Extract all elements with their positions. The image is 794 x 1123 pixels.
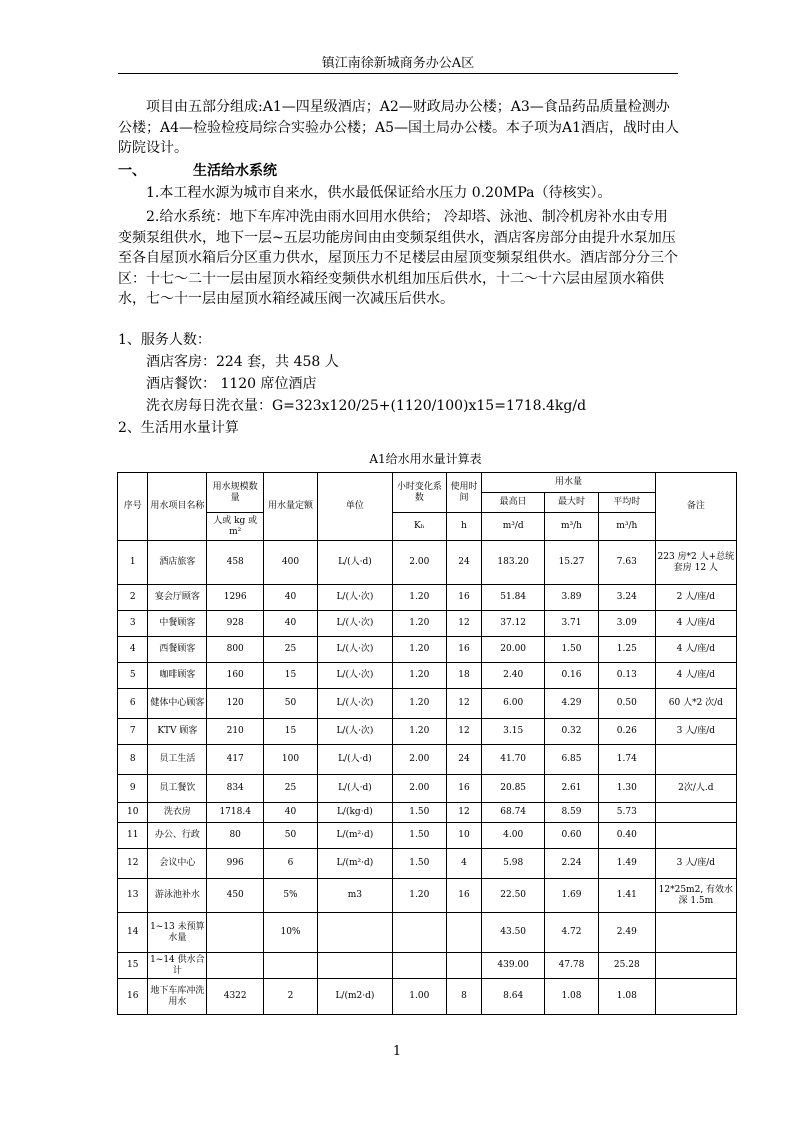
cell-seq: 14 xyxy=(118,913,148,953)
cell-note: 2 人/座/d xyxy=(655,585,736,611)
cell-avg: 0.50 xyxy=(598,689,655,719)
page-header-title: 镇江南徐新城商务办公A区 xyxy=(321,56,475,71)
cell-time: 16 xyxy=(446,879,482,913)
cell-scale: 4322 xyxy=(207,979,264,1015)
header-rule xyxy=(118,73,678,74)
cell-unit: L/(人·d) xyxy=(317,745,392,775)
cell-kh: 2.00 xyxy=(392,541,446,585)
table-row xyxy=(118,745,737,775)
header-scale: 用水规模数量 xyxy=(207,473,264,513)
cell-scale: 834 xyxy=(207,775,264,803)
header-max-hour-unit: m³/h xyxy=(545,513,599,541)
cell-note xyxy=(655,953,736,979)
cell-note: 3 人/座/d xyxy=(655,719,736,745)
cell-quota: 25 xyxy=(264,637,318,663)
service-laundry: 洗衣房每日洗衣量：G=323x120/25+(1120/100)x15=1718.4kg/d xyxy=(146,398,587,414)
cell-name: 1~13 未预算水量 xyxy=(148,913,207,953)
table-caption: A1给水用水量计算表 xyxy=(369,452,482,466)
subheading-water-calc: 2、生活用水量计算 xyxy=(118,420,239,436)
table-row xyxy=(118,849,737,879)
cell-kh: 1.00 xyxy=(392,979,446,1015)
cell-note xyxy=(655,913,736,953)
cell-quota: 15 xyxy=(264,663,318,689)
cell-max-hour: 0.16 xyxy=(545,663,599,689)
header-kh-symbol: Kₕ xyxy=(392,513,446,541)
header-avg: 平均时 xyxy=(598,493,655,513)
cell-max-hour: 2.24 xyxy=(545,849,599,879)
cell-max-day: 4.00 xyxy=(482,823,545,849)
cell-kh: 1.20 xyxy=(392,719,446,745)
table-row xyxy=(118,979,737,1015)
cell-scale: 450 xyxy=(207,879,264,913)
header-seq: 序号 xyxy=(118,473,148,541)
cell-kh: 1.20 xyxy=(392,585,446,611)
cell-name: 游泳池补水 xyxy=(148,879,207,913)
service-guest-rooms: 酒店客房：224 套，共 458 人 xyxy=(146,354,339,370)
header-time-unit: h xyxy=(446,513,482,541)
cell-avg: 2.49 xyxy=(598,913,655,953)
cell-name: 会议中心 xyxy=(148,849,207,879)
cell-max-day: 51.84 xyxy=(482,585,545,611)
cell-quota: 25 xyxy=(264,775,318,803)
cell-time: 24 xyxy=(446,541,482,585)
cell-scale xyxy=(207,953,264,979)
cell-seq: 10 xyxy=(118,803,148,823)
cell-name: 酒店旅客 xyxy=(148,541,207,585)
cell-avg: 1.30 xyxy=(598,775,655,803)
cell-max-day: 5.98 xyxy=(482,849,545,879)
cell-unit: L/(人·d) xyxy=(317,775,392,803)
cell-scale: 996 xyxy=(207,849,264,879)
table-row xyxy=(118,663,737,689)
table-row xyxy=(118,585,737,611)
cell-time: 18 xyxy=(446,663,482,689)
header-scale-unit: 人或 kg 或 m² xyxy=(207,513,264,541)
cell-kh: 1.20 xyxy=(392,637,446,663)
cell-seq: 3 xyxy=(118,611,148,637)
cell-avg: 3.24 xyxy=(598,585,655,611)
cell-name: 健体中心顾客 xyxy=(148,689,207,719)
cell-seq: 2 xyxy=(118,585,148,611)
table-row xyxy=(118,689,737,719)
cell-seq: 12 xyxy=(118,849,148,879)
cell-avg: 25.28 xyxy=(598,953,655,979)
header-kh: 小时变化系数 xyxy=(392,473,446,513)
cell-avg: 1.41 xyxy=(598,879,655,913)
cell-max-day: 3.15 xyxy=(482,719,545,745)
cell-max-hour: 1.69 xyxy=(545,879,599,913)
cell-time: 12 xyxy=(446,719,482,745)
cell-quota: 50 xyxy=(264,689,318,719)
cell-scale: 210 xyxy=(207,719,264,745)
cell-note xyxy=(655,803,736,823)
cell-time: 4 xyxy=(446,849,482,879)
cell-name: 地下车库冲洗用水 xyxy=(148,979,207,1015)
cell-time: 24 xyxy=(446,745,482,775)
cell-unit: L/(人·次) xyxy=(317,689,392,719)
cell-max-day: 439.00 xyxy=(482,953,545,979)
table-row xyxy=(118,803,737,823)
cell-avg: 1.74 xyxy=(598,745,655,775)
cell-unit: L/(人·次) xyxy=(317,719,392,745)
cell-scale: 120 xyxy=(207,689,264,719)
cell-max-day: 2.40 xyxy=(482,663,545,689)
cell-unit: L/(人·d) xyxy=(317,541,392,585)
cell-max-day: 20.85 xyxy=(482,775,545,803)
cell-avg: 1.08 xyxy=(598,979,655,1015)
table-row xyxy=(118,879,737,913)
cell-kh xyxy=(392,953,446,979)
cell-max-hour: 3.71 xyxy=(545,611,599,637)
cell-kh: 1.20 xyxy=(392,689,446,719)
cell-max-day: 6.00 xyxy=(482,689,545,719)
cell-scale: 80 xyxy=(207,823,264,849)
cell-seq: 1 xyxy=(118,541,148,585)
cell-name: 1~14 供水合计 xyxy=(148,953,207,979)
cell-seq: 11 xyxy=(118,823,148,849)
cell-quota: 15 xyxy=(264,719,318,745)
cell-scale: 417 xyxy=(207,745,264,775)
cell-time: 10 xyxy=(446,823,482,849)
cell-scale: 160 xyxy=(207,663,264,689)
cell-max-day: 183.20 xyxy=(482,541,545,585)
cell-quota: 50 xyxy=(264,823,318,849)
table-row xyxy=(118,611,737,637)
cell-seq: 7 xyxy=(118,719,148,745)
cell-unit: m3 xyxy=(317,879,392,913)
cell-avg: 1.25 xyxy=(598,637,655,663)
table-row xyxy=(118,823,737,849)
cell-name: 员工生活 xyxy=(148,745,207,775)
cell-scale: 800 xyxy=(207,637,264,663)
cell-seq: 16 xyxy=(118,979,148,1015)
table-row xyxy=(118,637,737,663)
cell-kh: 2.00 xyxy=(392,745,446,775)
cell-name: 洗衣房 xyxy=(148,803,207,823)
cell-time: 16 xyxy=(446,637,482,663)
cell-kh: 1.20 xyxy=(392,663,446,689)
cell-seq: 13 xyxy=(118,879,148,913)
cell-max-hour: 2.61 xyxy=(545,775,599,803)
cell-max-day: 68.74 xyxy=(482,803,545,823)
header-name: 用水项目名称 xyxy=(148,473,207,541)
cell-note: 2次/人.d xyxy=(655,775,736,803)
cell-unit: L/(人·次) xyxy=(317,637,392,663)
cell-note: 4 人/座/d xyxy=(655,663,736,689)
cell-max-hour: 4.72 xyxy=(545,913,599,953)
cell-seq: 5 xyxy=(118,663,148,689)
section-heading xyxy=(118,161,277,181)
cell-note xyxy=(655,979,736,1015)
cell-max-day: 37.12 xyxy=(482,611,545,637)
cell-max-hour: 8.59 xyxy=(545,803,599,823)
cell-kh xyxy=(392,913,446,953)
cell-time: 12 xyxy=(446,689,482,719)
cell-max-day: 20.00 xyxy=(482,637,545,663)
section-number: 一、 xyxy=(118,163,146,179)
table-row xyxy=(118,913,737,953)
cell-unit xyxy=(317,953,392,979)
service-dining: 酒店餐饮： 1120 席位酒店 xyxy=(146,376,317,392)
cell-kh: 1.50 xyxy=(392,803,446,823)
cell-quota: 40 xyxy=(264,803,318,823)
cell-note: 3 人/座/d xyxy=(655,849,736,879)
header-quota: 用水量定额 xyxy=(264,473,318,541)
cell-quota: 6 xyxy=(264,849,318,879)
cell-quota: 5% xyxy=(264,879,318,913)
cell-unit: L/(kg·d) xyxy=(317,803,392,823)
water-usage-table xyxy=(117,472,737,1015)
cell-avg: 7.63 xyxy=(598,541,655,585)
cell-kh: 2.00 xyxy=(392,775,446,803)
cell-avg: 3.09 xyxy=(598,611,655,637)
cell-name: 中餐顾客 xyxy=(148,611,207,637)
header-time: 使用时间 xyxy=(446,473,482,513)
table-row xyxy=(118,775,737,803)
cell-time: 8 xyxy=(446,979,482,1015)
cell-unit xyxy=(317,913,392,953)
cell-max-hour: 4.29 xyxy=(545,689,599,719)
cell-quota: 40 xyxy=(264,585,318,611)
table-row xyxy=(118,953,737,979)
cell-note: 60 人*2 次/d xyxy=(655,689,736,719)
header-max-hour: 最大时 xyxy=(545,493,599,513)
cell-seq: 15 xyxy=(118,953,148,979)
cell-max-day: 41.70 xyxy=(482,745,545,775)
cell-unit: L/(人·次) xyxy=(317,585,392,611)
header-max-day-unit: m³/d xyxy=(482,513,545,541)
intro-paragraph: 项目由五部分组成:A1—四星级酒店；A2—财政局办公楼；A3—食品药品质量检测办公楼；A4—检验检疫局综合实验办公楼；A5—国土局办公楼。本子项为A1酒店，战时由人防院设计。 xyxy=(118,99,680,156)
cell-scale: 458 xyxy=(207,541,264,585)
cell-avg: 0.40 xyxy=(598,823,655,849)
cell-max-hour: 15.27 xyxy=(545,541,599,585)
cell-time xyxy=(446,953,482,979)
header-unit: 单位 xyxy=(317,473,392,541)
cell-quota: 2 xyxy=(264,979,318,1015)
cell-scale: 928 xyxy=(207,611,264,637)
page-number: 1 xyxy=(392,1044,402,1059)
cell-quota: 40 xyxy=(264,611,318,637)
cell-max-hour: 3.89 xyxy=(545,585,599,611)
cell-avg: 0.13 xyxy=(598,663,655,689)
item-water-source: 1.本工程水源为城市自来水，供水最低保证给水压力 0.20MPa（待核实）。 xyxy=(146,185,612,201)
cell-quota xyxy=(264,953,318,979)
table-row xyxy=(118,541,737,585)
cell-scale: 1718.4 xyxy=(207,803,264,823)
cell-note: 4 人/座/d xyxy=(655,637,736,663)
cell-name: 办公、行政 xyxy=(148,823,207,849)
cell-kh: 1.20 xyxy=(392,879,446,913)
cell-unit: L/(人·次) xyxy=(317,663,392,689)
cell-name: KTV 顾客 xyxy=(148,719,207,745)
cell-max-hour: 1.08 xyxy=(545,979,599,1015)
cell-max-day: 43.50 xyxy=(482,913,545,953)
cell-avg: 5.73 xyxy=(598,803,655,823)
cell-unit: L/(m²·d) xyxy=(317,823,392,849)
cell-max-day: 8.64 xyxy=(482,979,545,1015)
cell-scale: 1296 xyxy=(207,585,264,611)
item-water-system: 2.给水系统：地下车库冲洗由雨水回用水供给； 冷却塔、泳池、制冷机房补水由专用变频泵组供水，地下一层~五层功能房间由由变频泵组供水，酒店客房部分由提升水泵加压至各自屋顶水箱后分区重力供水，屋顶压力不足楼层由屋顶变频泵组供水。酒店部分分三个区：十七～二十一层由屋顶水箱经变频供水机组加压后供水，十二～十六层由屋顶水箱供水，七～十一层由屋顶水箱经减压阀一次减压后供水。 xyxy=(118,209,678,307)
cell-quota: 100 xyxy=(264,745,318,775)
cell-scale xyxy=(207,913,264,953)
cell-time: 12 xyxy=(446,803,482,823)
header-max-day: 最高日 xyxy=(482,493,545,513)
cell-name: 员工餐饮 xyxy=(148,775,207,803)
cell-note: 223 房*2 人+总统套房 12 人 xyxy=(655,541,736,585)
cell-time: 16 xyxy=(446,585,482,611)
cell-name: 西餐顾客 xyxy=(148,637,207,663)
cell-quota: 400 xyxy=(264,541,318,585)
cell-name: 宴会厅顾客 xyxy=(148,585,207,611)
cell-time xyxy=(446,913,482,953)
cell-unit: L/(m2·d) xyxy=(317,979,392,1015)
header-note: 备注 xyxy=(655,473,736,541)
cell-max-hour: 0.60 xyxy=(545,823,599,849)
cell-max-hour: 0.32 xyxy=(545,719,599,745)
cell-note: 12*25m2, 有效水深 1.5m xyxy=(655,879,736,913)
cell-kh: 1.50 xyxy=(392,849,446,879)
cell-max-hour: 47.78 xyxy=(545,953,599,979)
cell-note: 4 人/座/d xyxy=(655,611,736,637)
cell-kh: 1.20 xyxy=(392,611,446,637)
cell-unit: L/(人·次) xyxy=(317,611,392,637)
cell-unit: L/(m²·d) xyxy=(317,849,392,879)
cell-seq: 9 xyxy=(118,775,148,803)
cell-note xyxy=(655,745,736,775)
cell-max-hour: 1.50 xyxy=(545,637,599,663)
cell-avg: 1.49 xyxy=(598,849,655,879)
cell-seq: 8 xyxy=(118,745,148,775)
header-avg-unit: m³/h xyxy=(598,513,655,541)
cell-seq: 4 xyxy=(118,637,148,663)
cell-kh: 1.50 xyxy=(392,823,446,849)
subheading-service-population: 1、服务人数： xyxy=(118,332,211,348)
cell-name: 咖啡顾客 xyxy=(148,663,207,689)
header-usage: 用水量 xyxy=(482,473,656,493)
table-row xyxy=(118,719,737,745)
section-title: 生活给水系统 xyxy=(193,163,277,179)
cell-quota: 10% xyxy=(264,913,318,953)
cell-avg: 0.26 xyxy=(598,719,655,745)
cell-max-hour: 6.85 xyxy=(545,745,599,775)
cell-time: 12 xyxy=(446,611,482,637)
cell-max-day: 22.50 xyxy=(482,879,545,913)
cell-seq: 6 xyxy=(118,689,148,719)
cell-note xyxy=(655,823,736,849)
cell-time: 16 xyxy=(446,775,482,803)
